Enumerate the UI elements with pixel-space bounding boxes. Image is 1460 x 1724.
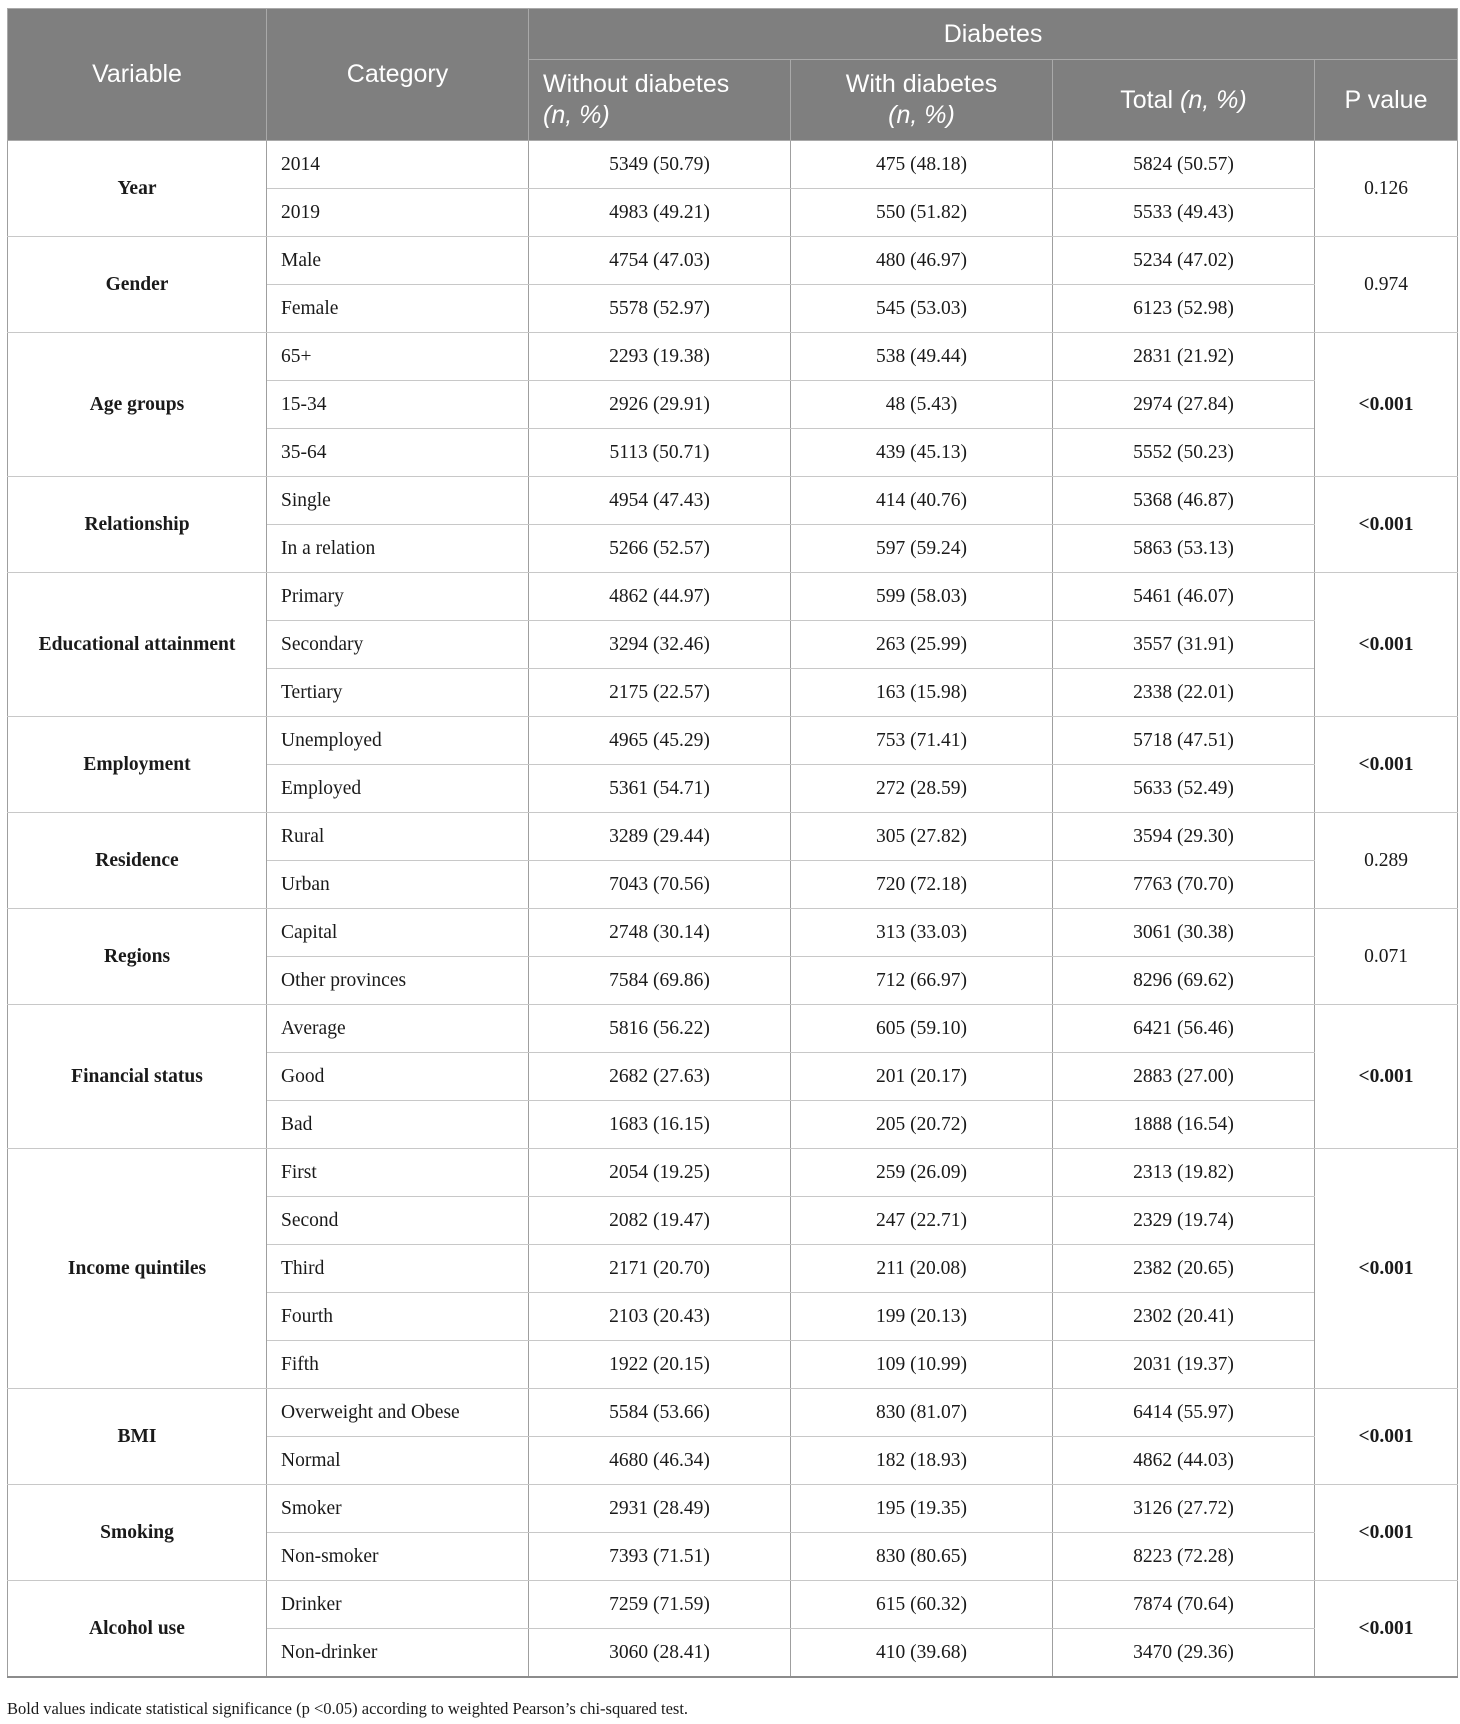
total-cell: 5552 (50.23) [1053, 429, 1315, 477]
table-footnote: Bold values indicate statistical significance (p <0.05) according to weighted Pearson’s chi-squared test. [7, 1699, 689, 1718]
p-value-cell: <0.001 [1315, 333, 1458, 477]
with-diabetes-cell: 597 (59.24) [791, 525, 1053, 573]
with-diabetes-cell: 263 (25.99) [791, 621, 1053, 669]
without-diabetes-cell: 5816 (56.22) [529, 1005, 791, 1053]
total-cell: 3594 (29.30) [1053, 813, 1315, 861]
table-body [8, 141, 1458, 1678]
category-cell: 2019 [267, 189, 529, 237]
category-cell: Bad [267, 1101, 529, 1149]
without-diabetes-cell: 4954 (47.43) [529, 477, 791, 525]
p-value-cell: <0.001 [1315, 573, 1458, 717]
p-value-cell: <0.001 [1315, 1149, 1458, 1389]
without-diabetes-cell: 2293 (19.38) [529, 333, 791, 381]
without-diabetes-cell: 3289 (29.44) [529, 813, 791, 861]
without-diabetes-cell: 2682 (27.63) [529, 1053, 791, 1101]
without-diabetes-cell: 2931 (28.49) [529, 1485, 791, 1533]
without-diabetes-unit: (n, %) [543, 101, 610, 129]
total-cell: 6414 (55.97) [1053, 1389, 1315, 1437]
category-cell: 2014 [267, 141, 529, 189]
table-row [8, 333, 1458, 381]
table-row [8, 1485, 1458, 1533]
total-cell: 7874 (70.64) [1053, 1581, 1315, 1629]
variable-cell: Gender [8, 237, 267, 333]
variable-cell: Financial status [8, 1005, 267, 1149]
with-diabetes-cell: 313 (33.03) [791, 909, 1053, 957]
variable-cell: Age groups [8, 333, 267, 477]
without-diabetes-cell: 5361 (54.71) [529, 765, 791, 813]
with-diabetes-cell: 615 (60.32) [791, 1581, 1053, 1629]
total-cell: 2313 (19.82) [1053, 1149, 1315, 1197]
category-cell: Employed [267, 765, 529, 813]
total-cell: 7763 (70.70) [1053, 861, 1315, 909]
total-cell: 5533 (49.43) [1053, 189, 1315, 237]
with-diabetes-cell: 550 (51.82) [791, 189, 1053, 237]
without-diabetes-cell: 4754 (47.03) [529, 237, 791, 285]
category-cell: Good [267, 1053, 529, 1101]
category-cell: Single [267, 477, 529, 525]
with-diabetes-cell: 712 (66.97) [791, 957, 1053, 1005]
category-cell: 35-64 [267, 429, 529, 477]
category-cell: 65+ [267, 333, 529, 381]
total-cell: 6421 (56.46) [1053, 1005, 1315, 1053]
total-cell: 5824 (50.57) [1053, 141, 1315, 189]
p-value-cell: <0.001 [1315, 717, 1458, 813]
p-value-column-header: P value [1315, 60, 1458, 141]
category-cell: Female [267, 285, 529, 333]
total-cell: 2883 (27.00) [1053, 1053, 1315, 1101]
category-cell: Other provinces [267, 957, 529, 1005]
without-diabetes-cell: 2082 (19.47) [529, 1197, 791, 1245]
table-row [8, 717, 1458, 765]
category-cell: Urban [267, 861, 529, 909]
with-diabetes-cell: 545 (53.03) [791, 285, 1053, 333]
without-diabetes-cell: 4680 (46.34) [529, 1437, 791, 1485]
with-diabetes-cell: 195 (19.35) [791, 1485, 1053, 1533]
category-cell: In a relation [267, 525, 529, 573]
with-diabetes-cell: 830 (81.07) [791, 1389, 1053, 1437]
p-value-cell: <0.001 [1315, 1005, 1458, 1149]
table-row [8, 813, 1458, 861]
total-cell: 5234 (47.02) [1053, 237, 1315, 285]
variable-cell: Educational attainment [8, 573, 267, 717]
with-diabetes-cell: 753 (71.41) [791, 717, 1053, 765]
table-header [8, 9, 1458, 141]
p-value-cell: <0.001 [1315, 1581, 1458, 1678]
table-container [7, 8, 1457, 1678]
without-diabetes-cell: 7043 (70.56) [529, 861, 791, 909]
with-diabetes-cell: 205 (20.72) [791, 1101, 1053, 1149]
category-cell: Drinker [267, 1581, 529, 1629]
category-cell: Unemployed [267, 717, 529, 765]
total-cell: 2338 (22.01) [1053, 669, 1315, 717]
with-diabetes-column-header [791, 60, 1053, 141]
without-diabetes-cell: 2171 (20.70) [529, 1245, 791, 1293]
with-diabetes-cell: 48 (5.43) [791, 381, 1053, 429]
with-diabetes-cell: 599 (58.03) [791, 573, 1053, 621]
with-diabetes-cell: 414 (40.76) [791, 477, 1053, 525]
without-diabetes-cell: 2748 (30.14) [529, 909, 791, 957]
variable-cell: Alcohol use [8, 1581, 267, 1678]
with-diabetes-cell: 480 (46.97) [791, 237, 1053, 285]
table-row [8, 573, 1458, 621]
without-diabetes-cell: 5584 (53.66) [529, 1389, 791, 1437]
variable-cell: BMI [8, 1389, 267, 1485]
diabetes-characteristics-table [7, 8, 1458, 1678]
with-diabetes-cell: 247 (22.71) [791, 1197, 1053, 1245]
without-diabetes-cell: 7259 (71.59) [529, 1581, 791, 1629]
category-cell: Secondary [267, 621, 529, 669]
table-row [8, 1149, 1458, 1197]
with-diabetes-cell: 163 (15.98) [791, 669, 1053, 717]
total-cell: 1888 (16.54) [1053, 1101, 1315, 1149]
with-diabetes-label: With diabetes [845, 70, 998, 98]
table-row [8, 237, 1458, 285]
without-diabetes-column-header [529, 60, 791, 141]
total-cell: 3061 (30.38) [1053, 909, 1315, 957]
variable-cell: Relationship [8, 477, 267, 573]
table-row [8, 1581, 1458, 1629]
with-diabetes-cell: 109 (10.99) [791, 1341, 1053, 1389]
total-cell: 3470 (29.36) [1053, 1629, 1315, 1678]
without-diabetes-cell: 5349 (50.79) [529, 141, 791, 189]
without-diabetes-cell: 2175 (22.57) [529, 669, 791, 717]
variable-cell: Regions [8, 909, 267, 1005]
table-row [8, 1005, 1458, 1053]
with-diabetes-cell: 199 (20.13) [791, 1293, 1053, 1341]
with-diabetes-cell: 410 (39.68) [791, 1629, 1053, 1678]
table-row [8, 1389, 1458, 1437]
total-cell: 5368 (46.87) [1053, 477, 1315, 525]
table-row [8, 477, 1458, 525]
without-diabetes-cell: 5266 (52.57) [529, 525, 791, 573]
category-cell: Non-drinker [267, 1629, 529, 1678]
category-cell: Rural [267, 813, 529, 861]
without-diabetes-cell: 4862 (44.97) [529, 573, 791, 621]
variable-cell: Employment [8, 717, 267, 813]
with-diabetes-cell: 211 (20.08) [791, 1245, 1053, 1293]
total-cell: 3557 (31.91) [1053, 621, 1315, 669]
table-row [8, 909, 1458, 957]
total-cell: 4862 (44.03) [1053, 1437, 1315, 1485]
total-cell: 6123 (52.98) [1053, 285, 1315, 333]
without-diabetes-cell: 2054 (19.25) [529, 1149, 791, 1197]
category-cell: Capital [267, 909, 529, 957]
without-diabetes-cell: 3294 (32.46) [529, 621, 791, 669]
without-diabetes-label: Without diabetes [543, 70, 730, 98]
with-diabetes-cell: 259 (26.09) [791, 1149, 1053, 1197]
category-cell: Primary [267, 573, 529, 621]
with-diabetes-cell: 538 (49.44) [791, 333, 1053, 381]
category-cell: 15-34 [267, 381, 529, 429]
category-cell: Normal [267, 1437, 529, 1485]
p-value-cell: 0.126 [1315, 141, 1458, 237]
total-cell: 3126 (27.72) [1053, 1485, 1315, 1533]
p-value-cell: 0.289 [1315, 813, 1458, 909]
without-diabetes-cell: 4983 (49.21) [529, 189, 791, 237]
without-diabetes-cell: 4965 (45.29) [529, 717, 791, 765]
variable-column-header: Variable [8, 9, 267, 141]
p-value-cell: <0.001 [1315, 477, 1458, 573]
p-value-cell: 0.974 [1315, 237, 1458, 333]
category-column-header: Category [267, 9, 529, 141]
without-diabetes-cell: 7584 (69.86) [529, 957, 791, 1005]
total-cell: 2031 (19.37) [1053, 1341, 1315, 1389]
with-diabetes-cell: 201 (20.17) [791, 1053, 1053, 1101]
with-diabetes-cell: 720 (72.18) [791, 861, 1053, 909]
p-value-cell: 0.071 [1315, 909, 1458, 1005]
with-diabetes-cell: 605 (59.10) [791, 1005, 1053, 1053]
total-cell: 8296 (69.62) [1053, 957, 1315, 1005]
without-diabetes-cell: 7393 (71.51) [529, 1533, 791, 1581]
without-diabetes-cell: 5113 (50.71) [529, 429, 791, 477]
total-cell: 2831 (21.92) [1053, 333, 1315, 381]
variable-cell: Income quintiles [8, 1149, 267, 1389]
with-diabetes-cell: 475 (48.18) [791, 141, 1053, 189]
category-cell: Male [267, 237, 529, 285]
category-cell: Non-smoker [267, 1533, 529, 1581]
with-diabetes-cell: 830 (80.65) [791, 1533, 1053, 1581]
total-unit: (n, %) [1180, 85, 1247, 114]
with-diabetes-unit: (n, %) [888, 101, 955, 129]
total-cell: 2329 (19.74) [1053, 1197, 1315, 1245]
without-diabetes-cell: 3060 (28.41) [529, 1629, 791, 1678]
with-diabetes-cell: 305 (27.82) [791, 813, 1053, 861]
variable-cell: Residence [8, 813, 267, 909]
without-diabetes-cell: 5578 (52.97) [529, 285, 791, 333]
category-cell: Overweight and Obese [267, 1389, 529, 1437]
without-diabetes-cell: 1683 (16.15) [529, 1101, 791, 1149]
category-cell: Third [267, 1245, 529, 1293]
total-cell: 5718 (47.51) [1053, 717, 1315, 765]
total-cell: 2382 (20.65) [1053, 1245, 1315, 1293]
without-diabetes-cell: 2103 (20.43) [529, 1293, 791, 1341]
total-cell: 5633 (52.49) [1053, 765, 1315, 813]
variable-cell: Smoking [8, 1485, 267, 1581]
with-diabetes-cell: 182 (18.93) [791, 1437, 1053, 1485]
total-cell: 2302 (20.41) [1053, 1293, 1315, 1341]
total-cell: 5461 (46.07) [1053, 573, 1315, 621]
with-diabetes-cell: 439 (45.13) [791, 429, 1053, 477]
total-cell: 8223 (72.28) [1053, 1533, 1315, 1581]
p-value-cell: <0.001 [1315, 1389, 1458, 1485]
category-cell: Tertiary [267, 669, 529, 717]
variable-cell: Year [8, 141, 267, 237]
category-cell: First [267, 1149, 529, 1197]
total-label: Total [1120, 85, 1174, 114]
category-cell: Fifth [267, 1341, 529, 1389]
total-cell: 2974 (27.84) [1053, 381, 1315, 429]
total-column-header [1053, 60, 1315, 141]
without-diabetes-cell: 2926 (29.91) [529, 381, 791, 429]
diabetes-group-header: Diabetes [529, 9, 1458, 60]
category-cell: Smoker [267, 1485, 529, 1533]
total-cell: 5863 (53.13) [1053, 525, 1315, 573]
without-diabetes-cell: 1922 (20.15) [529, 1341, 791, 1389]
category-cell: Fourth [267, 1293, 529, 1341]
category-cell: Average [267, 1005, 529, 1053]
with-diabetes-cell: 272 (28.59) [791, 765, 1053, 813]
p-value-cell: <0.001 [1315, 1485, 1458, 1581]
category-cell: Second [267, 1197, 529, 1245]
table-row [8, 141, 1458, 189]
